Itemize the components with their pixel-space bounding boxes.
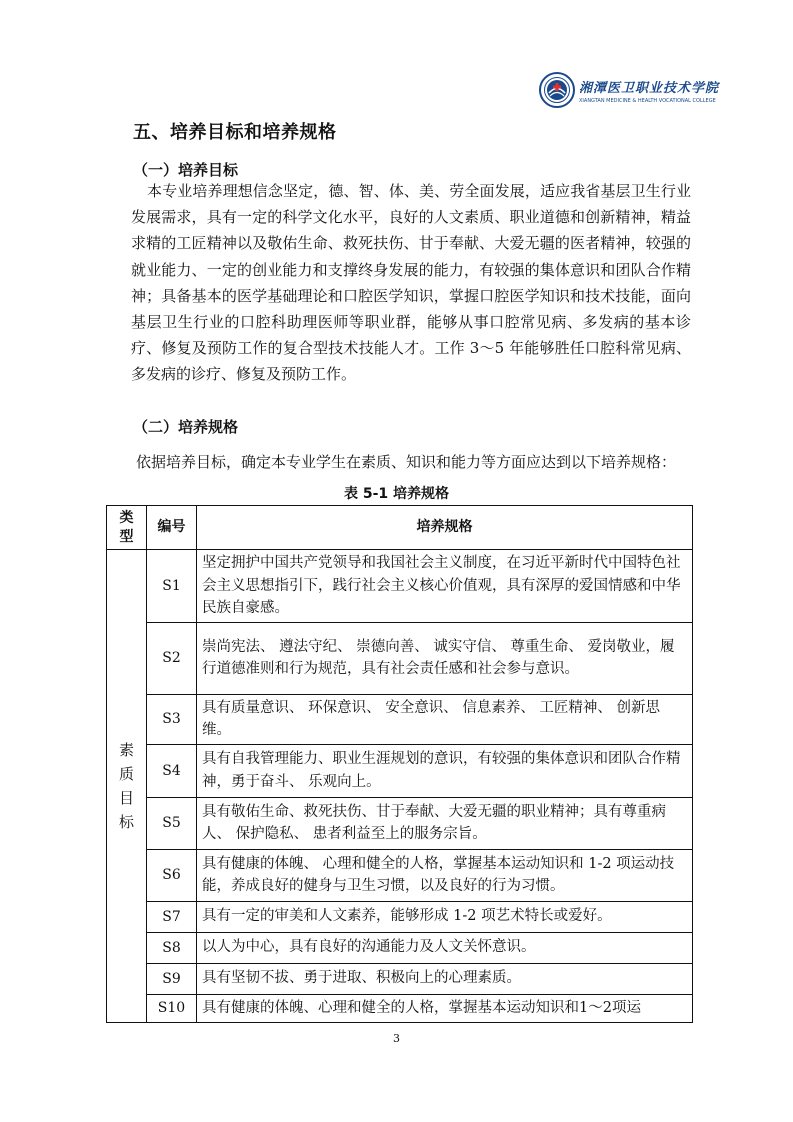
- table-row: [107, 744, 693, 797]
- row-text: 具有自我管理能力、职业生涯规划的意识，有较强的集体意识和团队合作精神，勇于奋斗、 乐观向上。: [197, 744, 693, 797]
- logo-chinese-name: 湘潭医卫职业技术学院: [579, 80, 720, 96]
- table-row: [107, 694, 693, 744]
- row-text: 以人为中心，具有良好的沟通能力及人文关怀意识。: [197, 932, 693, 963]
- row-text: 坚定拥护中国共产党领导和我国社会主义制度，在习近平新时代中国特色社会主义思想指引下，践行社会主义核心价值观，具有深厚的爱国情感和中华民族自豪感。: [197, 550, 693, 623]
- table-row: [107, 932, 693, 963]
- section-title: 五、培养目标和培养规格: [133, 122, 337, 143]
- row-code: S5: [147, 797, 197, 849]
- table-row: [107, 797, 693, 849]
- row-text: 具有坚韧不拔、勇于进取、积极向上的心理素质。: [197, 963, 693, 994]
- row-code: S8: [147, 932, 197, 963]
- header-spec: 培养规格: [197, 506, 693, 550]
- page-number: 3: [393, 1032, 400, 1045]
- row-text: 崇尚宪法、 遵法守纪、 崇德向善、 诚实守信、 尊重生命、 爱岗敬业，履行道德准则和行为规范，具有社会责任感和社会参与意识。: [197, 622, 693, 694]
- logo-english-name: XIANGTAN MEDICINE & HEALTH VOCATIONAL COLLEGE: [579, 97, 716, 104]
- table-row: [107, 622, 693, 694]
- college-logo: [539, 70, 720, 110]
- college-seal-icon: [539, 72, 575, 108]
- row-code: S1: [147, 550, 197, 623]
- subsection-title-specs: （二）培养规格: [133, 418, 239, 436]
- table-row: [107, 849, 693, 901]
- row-code: S10: [147, 994, 197, 1022]
- row-code: S4: [147, 744, 197, 797]
- row-code: S3: [147, 694, 197, 744]
- group-label: 素质目标: [118, 740, 134, 831]
- header-type-text: 类型: [119, 509, 134, 545]
- specs-intro-paragraph: 依据培养目标，确定本专业学生在素质、知识和能力等方面应达到以下培养规格：: [136, 453, 677, 471]
- row-text: 具有敬佑生命、救死扶伤、甘于奉献、大爱无疆的职业精神；具有尊重病人、 保护隐私、 患者利益至上的服务宗旨。: [197, 797, 693, 849]
- table-row: [107, 994, 693, 1022]
- subsection-title-goals: （一）培养目标: [133, 161, 239, 179]
- goals-paragraph: 本专业培养理想信念坚定，德、智、体、美、劳全面发展，适应我省基层卫生行业发展需求，具有一定的科学文化水平，良好的人文素质、职业道德和创新精神，精益求精的工匠精神以及敬佑生命、救死扶伤、甘于奉献、大爱无疆的医者精神，较强的就业能力、一定的创业能力和支撑终身发展的能力，有较强的集体意识和团队合作精神；具备基本的医学基础理论和口腔医学知识，掌握口腔医学知识和技术技能，面向基层卫生行业的口腔科助理医师等职业群，能够从事口腔常见病、多发病的基本诊疗、修复及预防工作的复合型技术技能人才。工作 3～5 年能够胜任口腔科常见病、多发病的诊疗、修复及预防工作。: [131, 182, 691, 384]
- row-code: S7: [147, 901, 197, 932]
- row-code: S6: [147, 849, 197, 901]
- table-header-row: [107, 506, 693, 550]
- row-text: 具有健康的体魄、 心理和健全的人格，掌握基本运动知识和 1-2 项运动技能，养成良好的健身与卫生习惯，以及良好的行为习惯。: [197, 849, 693, 901]
- group-cell: [107, 550, 147, 1023]
- row-text: 具有质量意识、 环保意识、 安全意识、 信息素养、 工匠精神、 创新思维。: [197, 694, 693, 744]
- specification-table: [106, 505, 693, 1023]
- table-caption: 表 5-1 培养规格: [343, 486, 450, 502]
- table-row: [107, 550, 693, 623]
- row-code: S2: [147, 622, 197, 694]
- row-text: 具有健康的体魄、心理和健全的人格，掌握基本运动知识和1～2项运: [197, 994, 693, 1022]
- table-row: [107, 901, 693, 932]
- header-type: [107, 506, 147, 550]
- header-code: 编号: [147, 506, 197, 550]
- table-row: [107, 963, 693, 994]
- row-code: S9: [147, 963, 197, 994]
- row-text: 具有一定的审美和人文素养，能够形成 1-2 项艺术特长或爱好。: [197, 901, 693, 932]
